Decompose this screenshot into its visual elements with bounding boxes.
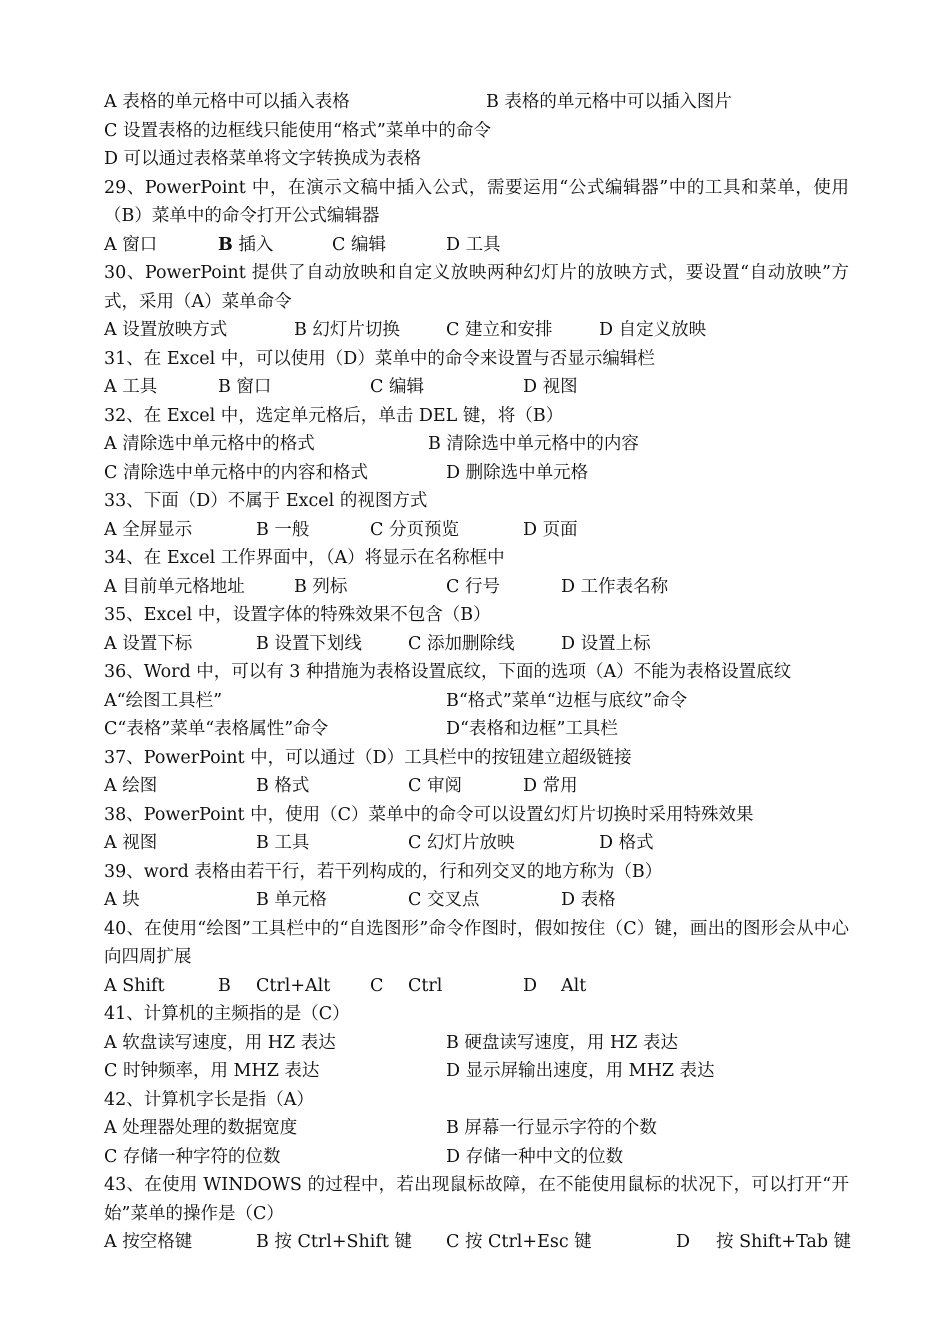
option-text: B 窗口 — [218, 377, 272, 397]
text-line: 35、Excel 中，设置字体的特殊效果不包含（B） — [104, 605, 491, 625]
question-paragraph: 29、PowerPoint 中，在演示文稿中插入公式，需要运用“公式编辑器”中的工具和菜单，使用（B）菜单中的命令打开公式编辑器 — [104, 177, 849, 226]
option-text: D — [676, 1232, 691, 1252]
option-row — [104, 231, 849, 260]
option-row — [104, 687, 849, 716]
option-text: D 设置上标 — [561, 633, 651, 654]
option-text: C 交叉点 — [408, 890, 480, 910]
option-text: D 工具 — [446, 234, 501, 255]
option-text: B — [218, 975, 231, 996]
option-row — [104, 1029, 849, 1058]
option-text: D 存储一种中文的位数 — [446, 1146, 624, 1167]
option-text: A 清除选中单元格中的格式 — [104, 434, 315, 454]
option-text: D 删除选中单元格 — [446, 462, 589, 483]
text-line: 33、下面（D）不属于 Excel 的视图方式 — [104, 491, 428, 511]
option-text — [218, 231, 273, 260]
option-text: A 按空格键 — [104, 1232, 193, 1252]
option-text: A 设置下标 — [104, 633, 193, 654]
option-text: A 块 — [104, 890, 140, 910]
option-row — [104, 772, 849, 801]
option-text: Alt — [561, 975, 587, 996]
option-row — [104, 316, 849, 345]
option-text: C 存储一种字符的位数 — [104, 1146, 281, 1167]
option-text: C 幻灯片放映 — [408, 833, 515, 853]
text-line: 32、在 Excel 中，选定单元格后，单击 DEL 键，将（B） — [104, 405, 564, 426]
option-row — [104, 715, 849, 744]
option-text: B 一般 — [256, 519, 310, 540]
option-text: C 清除选中单元格中的内容和格式 — [104, 462, 368, 483]
option-text: D 页面 — [523, 519, 578, 540]
option-text: C 按 Ctrl+Esc 键 — [446, 1232, 592, 1252]
option-text: D 视图 — [523, 377, 578, 397]
question-paragraph: 40、在使用“绘图”工具栏中的“自选图形”命令作图时，假如按住（C）键，画出的图形会从中心向四周扩展 — [104, 918, 849, 967]
option-row — [104, 1057, 849, 1086]
text-line: 37、PowerPoint 中，可以通过（D）工具栏中的按钮建立超级链接 — [104, 747, 632, 768]
option-text: D — [523, 975, 538, 996]
option-row — [104, 829, 849, 858]
option-text: A 绘图 — [104, 776, 158, 796]
option-text: D“表格和边框”工具栏 — [446, 719, 618, 739]
option-text: A 视图 — [104, 833, 158, 853]
option-text: B 单元格 — [256, 890, 327, 910]
option-text: B 列标 — [294, 576, 348, 597]
question-paragraph: 30、PowerPoint 提供了自动放映和自定义放映两种幻灯片的放映方式，要设置“自动放映”方式，采用（A）菜单命令 — [104, 263, 849, 312]
text-line: 38、PowerPoint 中，使用（C）菜单中的命令可以设置幻灯片切换时采用特殊效果 — [104, 804, 754, 825]
option-text: D 自定义放映 — [599, 320, 707, 340]
option-text: A 设置放映方式 — [104, 320, 228, 340]
option-text: B 按 Ctrl+Shift 键 — [256, 1232, 412, 1252]
text-line: C 设置表格的边框线只能使用“格式”菜单中的命令 — [104, 120, 491, 141]
option-text: B 设置下划线 — [256, 633, 362, 654]
option-text: D 显示屏输出速度，用 MHZ 表达 — [446, 1061, 715, 1081]
option-row — [104, 1228, 852, 1257]
option-text: D 常用 — [523, 776, 578, 796]
option-row — [104, 459, 849, 488]
option-text: C“表格”菜单“表格属性”命令 — [104, 719, 329, 739]
bold-option-letter: B — [218, 234, 233, 255]
option-row — [104, 886, 849, 915]
option-text: B 清除选中单元格中的内容 — [428, 434, 639, 454]
option-text: C 分页预览 — [370, 519, 459, 540]
option-text: A“绘图工具栏” — [104, 690, 223, 711]
option-text: C 编辑 — [332, 234, 386, 255]
option-text: A 全屏显示 — [104, 519, 193, 540]
option-row — [104, 430, 849, 459]
option-text: C 行号 — [446, 576, 500, 597]
document-page — [104, 88, 852, 1257]
option-text: 按 Shift+Tab 键 — [716, 1232, 852, 1252]
text-line: 31、在 Excel 中，可以使用（D）菜单中的命令来设置与否显示编辑栏 — [104, 348, 655, 369]
option-text: A 目前单元格地址 — [104, 576, 245, 597]
option-text: A Shift — [104, 975, 165, 996]
text-line: 42、计算机字长是指（A） — [104, 1089, 314, 1110]
option-text: C 编辑 — [370, 377, 424, 397]
option-text: A 处理器处理的数据宽度 — [104, 1118, 298, 1138]
option-text: B 幻灯片切换 — [294, 320, 400, 340]
option-row — [104, 972, 849, 1001]
option-text: B 屏幕一行显示字符的个数 — [446, 1118, 657, 1138]
option-text: Ctrl+Alt — [256, 975, 331, 996]
question-paragraph: 43、在使用 WINDOWS 的过程中，若出现鼠标故障，在不能使用鼠标的状况下，可以打开“开始”菜单的操作是（C） — [104, 1175, 849, 1224]
option-text: B 表格的单元格中可以插入图片 — [486, 92, 732, 112]
option-text: C 时钟频率，用 MHZ 表达 — [104, 1061, 320, 1081]
option-text: D 工作表名称 — [561, 576, 669, 597]
option-text: C — [370, 975, 384, 996]
option-row — [104, 516, 849, 545]
option-row — [104, 630, 849, 659]
option-text: A 工具 — [104, 377, 158, 397]
text-line: 41、计算机的主频指的是（C） — [104, 1004, 350, 1024]
option-text: B 工具 — [256, 833, 310, 853]
option-text: D 表格 — [561, 890, 616, 910]
option-row — [104, 1143, 849, 1172]
option-text: A 软盘读写速度，用 HZ 表达 — [104, 1032, 336, 1053]
option-text: C 建立和安排 — [446, 320, 553, 340]
text-line: 34、在 Excel 工作界面中，（A）将显示在名称框中 — [104, 548, 505, 568]
option-row — [104, 88, 849, 117]
option-row — [104, 573, 849, 602]
option-text: A 表格的单元格中可以插入表格 — [104, 92, 350, 112]
option-text: C 添加删除线 — [408, 633, 515, 654]
option-text: B 硬盘读写速度，用 HZ 表达 — [446, 1032, 678, 1053]
option-text: D 格式 — [599, 833, 654, 853]
option-rest: 插入 — [232, 234, 274, 255]
text-line: D 可以通过表格菜单将文字转换成为表格 — [104, 149, 422, 169]
option-text: B“格式”菜单“边框与底纹”命令 — [446, 690, 688, 711]
option-row — [104, 1114, 849, 1143]
option-text: Ctrl — [408, 975, 443, 996]
option-text: B 格式 — [256, 776, 310, 796]
option-row — [104, 373, 849, 402]
option-text: C 审阅 — [408, 776, 462, 796]
text-line: 36、Word 中，可以有 3 种措施为表格设置底纹，下面的选项（A）不能为表格设置底纹 — [104, 662, 792, 682]
text-line: 39、word 表格由若干行，若干列构成的，行和列交叉的地方称为（B） — [104, 861, 663, 882]
option-text: A 窗口 — [104, 234, 158, 255]
